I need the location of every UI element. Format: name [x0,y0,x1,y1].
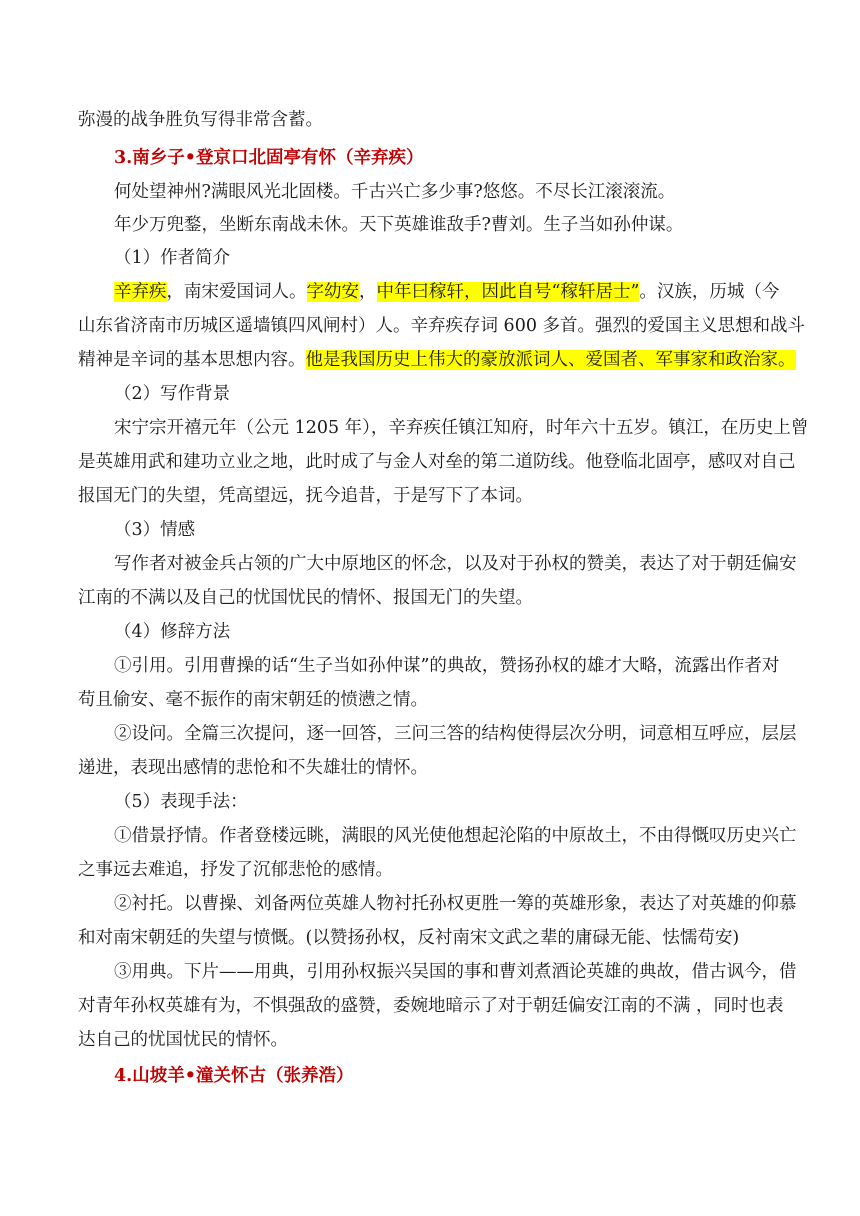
text-span: 。汉族，历城（今 [639,282,780,302]
text-line: ③用典。下片——用典，引用孙权振兴吴国的事和曹刘煮酒论英雄的典故，借古讽今，借 [114,962,797,982]
subsection-title: （5）表现手法： [114,792,248,812]
highlight-text: 辛弃疾 [114,282,167,302]
text-line: 弥漫的战争胜负写得非常含蓄。 [78,110,323,130]
text-line: 山东省济南市历城区遥墙镇四风闸村）人。辛弃疾存词 600 多首。强烈的爱国主义思想和战斗 [78,316,806,336]
subsection-title: （3）情感 [114,520,196,540]
text-line: 之事远去难追，抒发了沉郁悲怆的感情。 [78,860,393,880]
text-line: 达自己的忧国忧民的情怀。 [78,1030,288,1050]
text-line: 写作者对被金兵占领的广大中原地区的怀念，以及对于孙权的赞美，表达了对于朝廷偏安 [114,554,797,574]
text-line: 报国无门的失望，凭高望远，抚今追昔，于是写下了本词。 [78,486,533,506]
section-heading-4: 4.山坡羊•潼关怀古（张养浩） [114,1066,354,1086]
text-line: ①借景抒情。作者登楼远眺，满眼的风光使他想起沦陷的中原故土，不由得慨叹历史兴亡 [114,826,797,846]
highlight-text: 字幼安 [306,282,359,302]
author-intro-line [114,274,820,310]
text-line: ②设问。全篇三次提问，逐一回答，三问三答的结构使得层次分明，词意相互呼应，层层 [114,724,797,744]
text-line: ②衬托。以曹操、刘备两位英雄人物衬托孙权更胜一筹的英雄形象，表达了对英雄的仰慕 [114,894,797,914]
text-span: ， [359,282,377,302]
text-line: 对青年孙权英雄有为，不惧强敌的盛赞，委婉地暗示了对于朝廷偏安江南的不满 ，同时也表 [78,996,784,1016]
text-line: 递进，表现出感情的悲怆和不失雄壮的情怀。 [78,758,428,778]
highlight-text: 他是我国历史上伟大的豪放派词人、爱国者、军事家和政治家。 [305,350,796,370]
subsection-title: （2）写作背景 [114,384,231,404]
text-line: ①引用。引用曹操的话“生子当如孙仲谋”的典故，赞扬孙权的雄才大略，流露出作者对 [114,656,780,676]
text-line: 苟且偷安、毫不振作的南宋朝廷的愤懑之情。 [78,690,428,710]
text-span: ，南宋爱国词人。 [166,282,307,302]
subsection-title: （4）修辞方法 [114,622,231,642]
poem-line: 年少万兜鍪，坐断东南战未休。天下英雄谁敌手?曹刘。生子当如孙仲谋。 [114,215,684,235]
text-line: 和对南宋朝廷的失望与愤慨。(以赞扬孙权，反衬南宋文武之辈的庸碌无能、怯懦苟安) [78,928,740,948]
text-line: 江南的不满以及自己的忧国忧民的情怀、报国无门的失望。 [78,588,533,608]
poem-line: 何处望神州?满眼风光北固楼。千古兴亡多少事?悠悠。不尽长江滚滚流。 [114,182,676,202]
subsection-title: （1）作者简介 [114,248,231,268]
text-span: 精神是辛词的基本思想内容。 [78,350,306,370]
author-intro-line [78,342,796,378]
section-heading-3: 3.南乡子•登京口北固亭有怀（辛弃疾） [114,148,424,168]
highlight-text: 中年曰稼轩，因此自号“稼轩居士” [376,282,640,302]
text-line: 是英雄用武和建功立业之地，此时成了与金人对垒的第二道防线。他登临北固亭，感叹对自己 [78,452,796,472]
text-line: 宋宁宗开禧元年（公元 1205 年），辛弃疾任镇江知府，时年六十五岁。镇江，在历史上曾 [114,418,809,438]
